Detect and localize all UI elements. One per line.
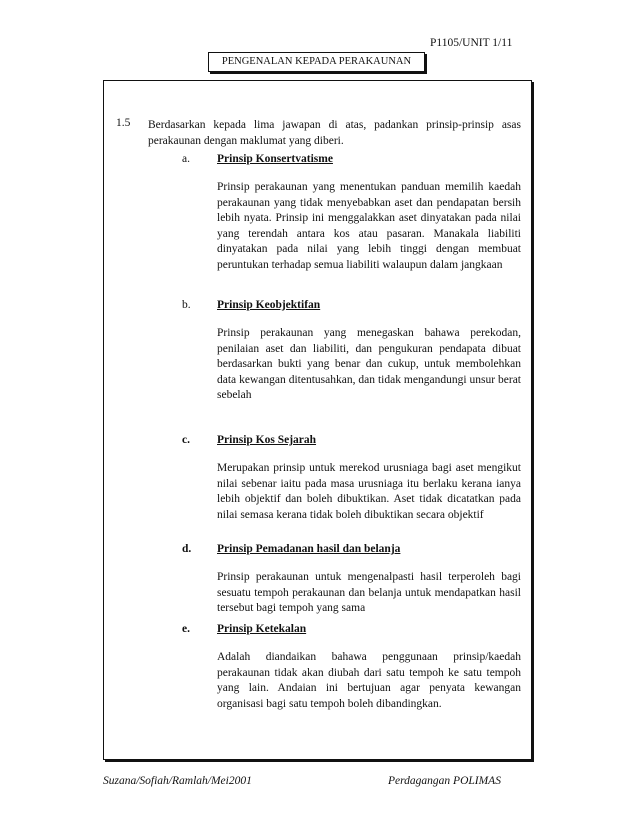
item-d-letter: d.: [182, 543, 192, 555]
item-c-letter: c.: [182, 434, 190, 446]
item-c-title: Prinsip Kos Sejarah: [217, 434, 317, 446]
item-c-body: Merupakan prinsip untuk merekod urusniaga bagi aset mengikut nilai sebenar iaitu pada masa urusniaga itu berlaku kerana ianya lebih objektif dan boleh dibuktikan. Aset tidak dicatatkan pada nilai semasa kerana tidak boleh dibuktikan secara objektif: [217, 462, 521, 521]
footer-institution: Perdagangan POLIMAS: [388, 775, 501, 787]
question-number: 1.5: [116, 117, 131, 129]
item-a-letter: a.: [182, 153, 190, 165]
item-e-letter: e.: [182, 623, 190, 635]
question-text: Berdasarkan kepada lima jawapan di atas, padankan prinsip-prinsip asas perakaunan dengan maklumat yang diberi.: [148, 119, 521, 147]
unit-code: P1105/UNIT 1/11: [430, 37, 513, 49]
footer-authors: Suzana/Sofiah/Ramlah/Mei2001: [103, 775, 252, 787]
item-b-letter: b.: [182, 299, 191, 311]
item-b-title: Prinsip Keobjektifan: [217, 299, 321, 311]
page-title: PENGENALAN KEPADA PERAKAUNAN: [208, 52, 425, 72]
item-d-title: Prinsip Pemadanan hasil dan belanja: [217, 543, 401, 555]
item-d-body: Prinsip perakaunan untuk mengenalpasti hasil terperoleh bagi sesuatu tempoh perakaunan dan belanja untuk mendapatkan hasil tersebut bagi tempoh yang sama: [217, 571, 521, 614]
item-e-title: Prinsip Ketekalan: [217, 623, 307, 635]
item-e-body: Adalah diandaikan bahawa penggunaan prinsip/kaedah perakaunan tidak akan diubah dari satu tempoh ke satu tempoh yang lain. Andaian ini bertujuan agar penyata kewangan organisasi bagi satu tempoh boleh dibandingkan.: [217, 651, 521, 710]
item-a-title: Prinsip Konsertvatisme: [217, 153, 333, 165]
item-b-body: Prinsip perakaunan yang menegaskan bahawa perekodan, penilaian aset dan liabiliti, dan pengukuran pendapata dibuat berdasarkan bukti yang benar dan cukup, untuk membolehkan data kewangan ditentusahkan, dan tidak mengandungi unsur berat sebelah: [217, 327, 521, 401]
item-a-body: Prinsip perakaunan yang menentukan panduan memilih kaedah perakaunan yang tidak menyebabkan aset dan pendapatan bersih lebih nyata. Prinsip ini menggalakkan aset dinyatakan pada nilai yang terendah antara kos atau pasaran. Manakala liabiliti dinyatakan pada nilai yang lebih tinggi dengan membuat peruntukan terhadap semua liabiliti walaupun dalam jangkaan: [217, 181, 521, 271]
